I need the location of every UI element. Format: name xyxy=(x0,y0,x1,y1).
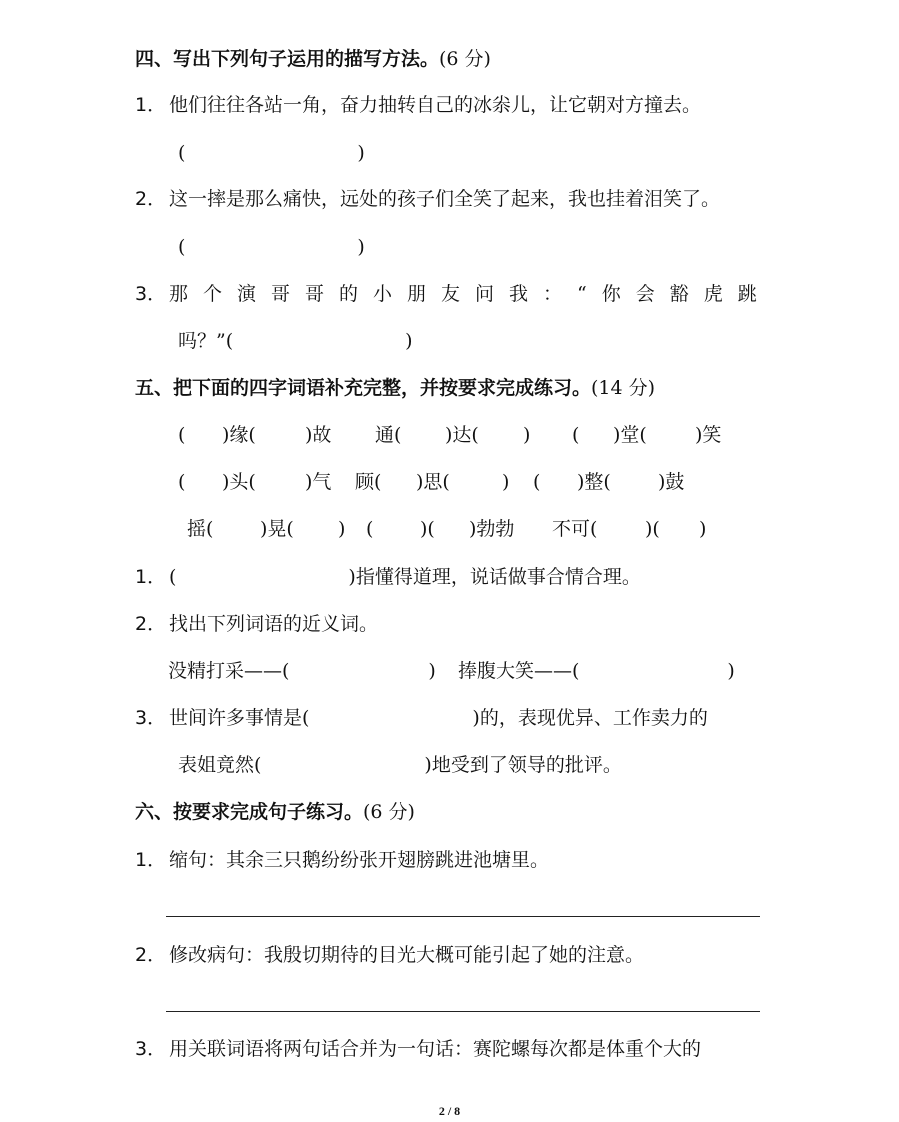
idiom-cell: )达( xyxy=(445,424,479,446)
idiom-cell: ( xyxy=(178,424,186,446)
idiom-cell: ( xyxy=(366,518,374,540)
idiom-cell: 不可( xyxy=(552,518,598,540)
idiom-cell: )头( xyxy=(222,471,256,493)
s5-question-3-cont: 表姐竟然( )地受到了领导的批评。 xyxy=(178,754,622,776)
idiom-cell: )( xyxy=(645,518,660,540)
answer-line-2[interactable] xyxy=(166,1011,760,1012)
idiom-cell: ( xyxy=(572,424,580,446)
answer-line-1[interactable] xyxy=(166,916,760,917)
idiom-cell: ( xyxy=(178,471,186,493)
idiom-cell: )气 xyxy=(305,471,332,493)
section-5-title: 五、把下面的四字词语补充完整，并按要求完成练习。(14 分) xyxy=(135,377,656,399)
idiom-cell: )堂( xyxy=(613,424,647,446)
idiom-cell: )整( xyxy=(577,471,611,493)
idiom-cell: ( xyxy=(533,471,541,493)
page-number: 2 / 8 xyxy=(438,1104,461,1118)
s4-question-3-cont: 吗？”( ) xyxy=(178,330,413,352)
s6-question-3: 3． 用关联词语将两句话合并为一句话：赛陀螺每次都是体重个大的 xyxy=(135,1038,702,1060)
idiom-cell: )笑 xyxy=(695,424,722,446)
idiom-cell: )思( xyxy=(416,471,450,493)
idiom-cell: )缘( xyxy=(222,424,256,446)
s4-question-1: 1． 他们往往各站一角，奋力抽转自己的冰尜儿，让它朝对方撞去。 xyxy=(135,94,702,116)
s4-question-3: 3． 那个演哥哥的小朋友问我：“你会豁虎跳 xyxy=(135,283,772,305)
idiom-cell: ) xyxy=(502,471,510,493)
idiom-cell: )( xyxy=(420,518,435,540)
idiom-cell: ) xyxy=(523,424,531,446)
idiom-cell: )鼓 xyxy=(658,471,685,493)
s5-synonym-1: 没精打采——( ) xyxy=(168,660,436,682)
idiom-cell: )晃( xyxy=(260,518,294,540)
s6-question-2: 2． 修改病句：我殷切期待的目光大概可能引起了她的注意。 xyxy=(135,944,645,966)
s5-question-3: 3． 世间许多事情是( )的，表现优异、工作卖力的 xyxy=(135,707,708,729)
idiom-cell: 顾( xyxy=(355,471,382,493)
s5-question-2: 2． 找出下列词语的近义词。 xyxy=(135,613,379,635)
s4-answer-2: ( ) xyxy=(178,236,365,258)
idiom-cell: ) xyxy=(699,518,707,540)
idiom-cell: )勃勃 xyxy=(469,518,515,540)
s6-question-1: 1． 缩句：其余三只鹅纷纷张开翅膀跳进池塘里。 xyxy=(135,849,550,871)
s4-answer-1: ( ) xyxy=(178,142,365,164)
s4-question-2: 2． 这一摔是那么痛快，远处的孩子们全笑了起来，我也挂着泪笑了。 xyxy=(135,188,721,210)
section-6-title: 六、按要求完成句子练习。(6 分) xyxy=(135,801,415,823)
s5-synonym-2: 捧腹大笑——( ) xyxy=(458,660,735,682)
section-4-title: 四、写出下列句子运用的描写方法。(6 分) xyxy=(135,48,491,70)
idiom-cell: )故 xyxy=(305,424,332,446)
idiom-cell: 通( xyxy=(375,424,402,446)
idiom-cell: ) xyxy=(338,518,346,540)
idiom-cell: 摇( xyxy=(187,518,214,540)
s5-question-1: 1． ( )指懂得道理，说话做事合情合理。 xyxy=(135,566,641,588)
